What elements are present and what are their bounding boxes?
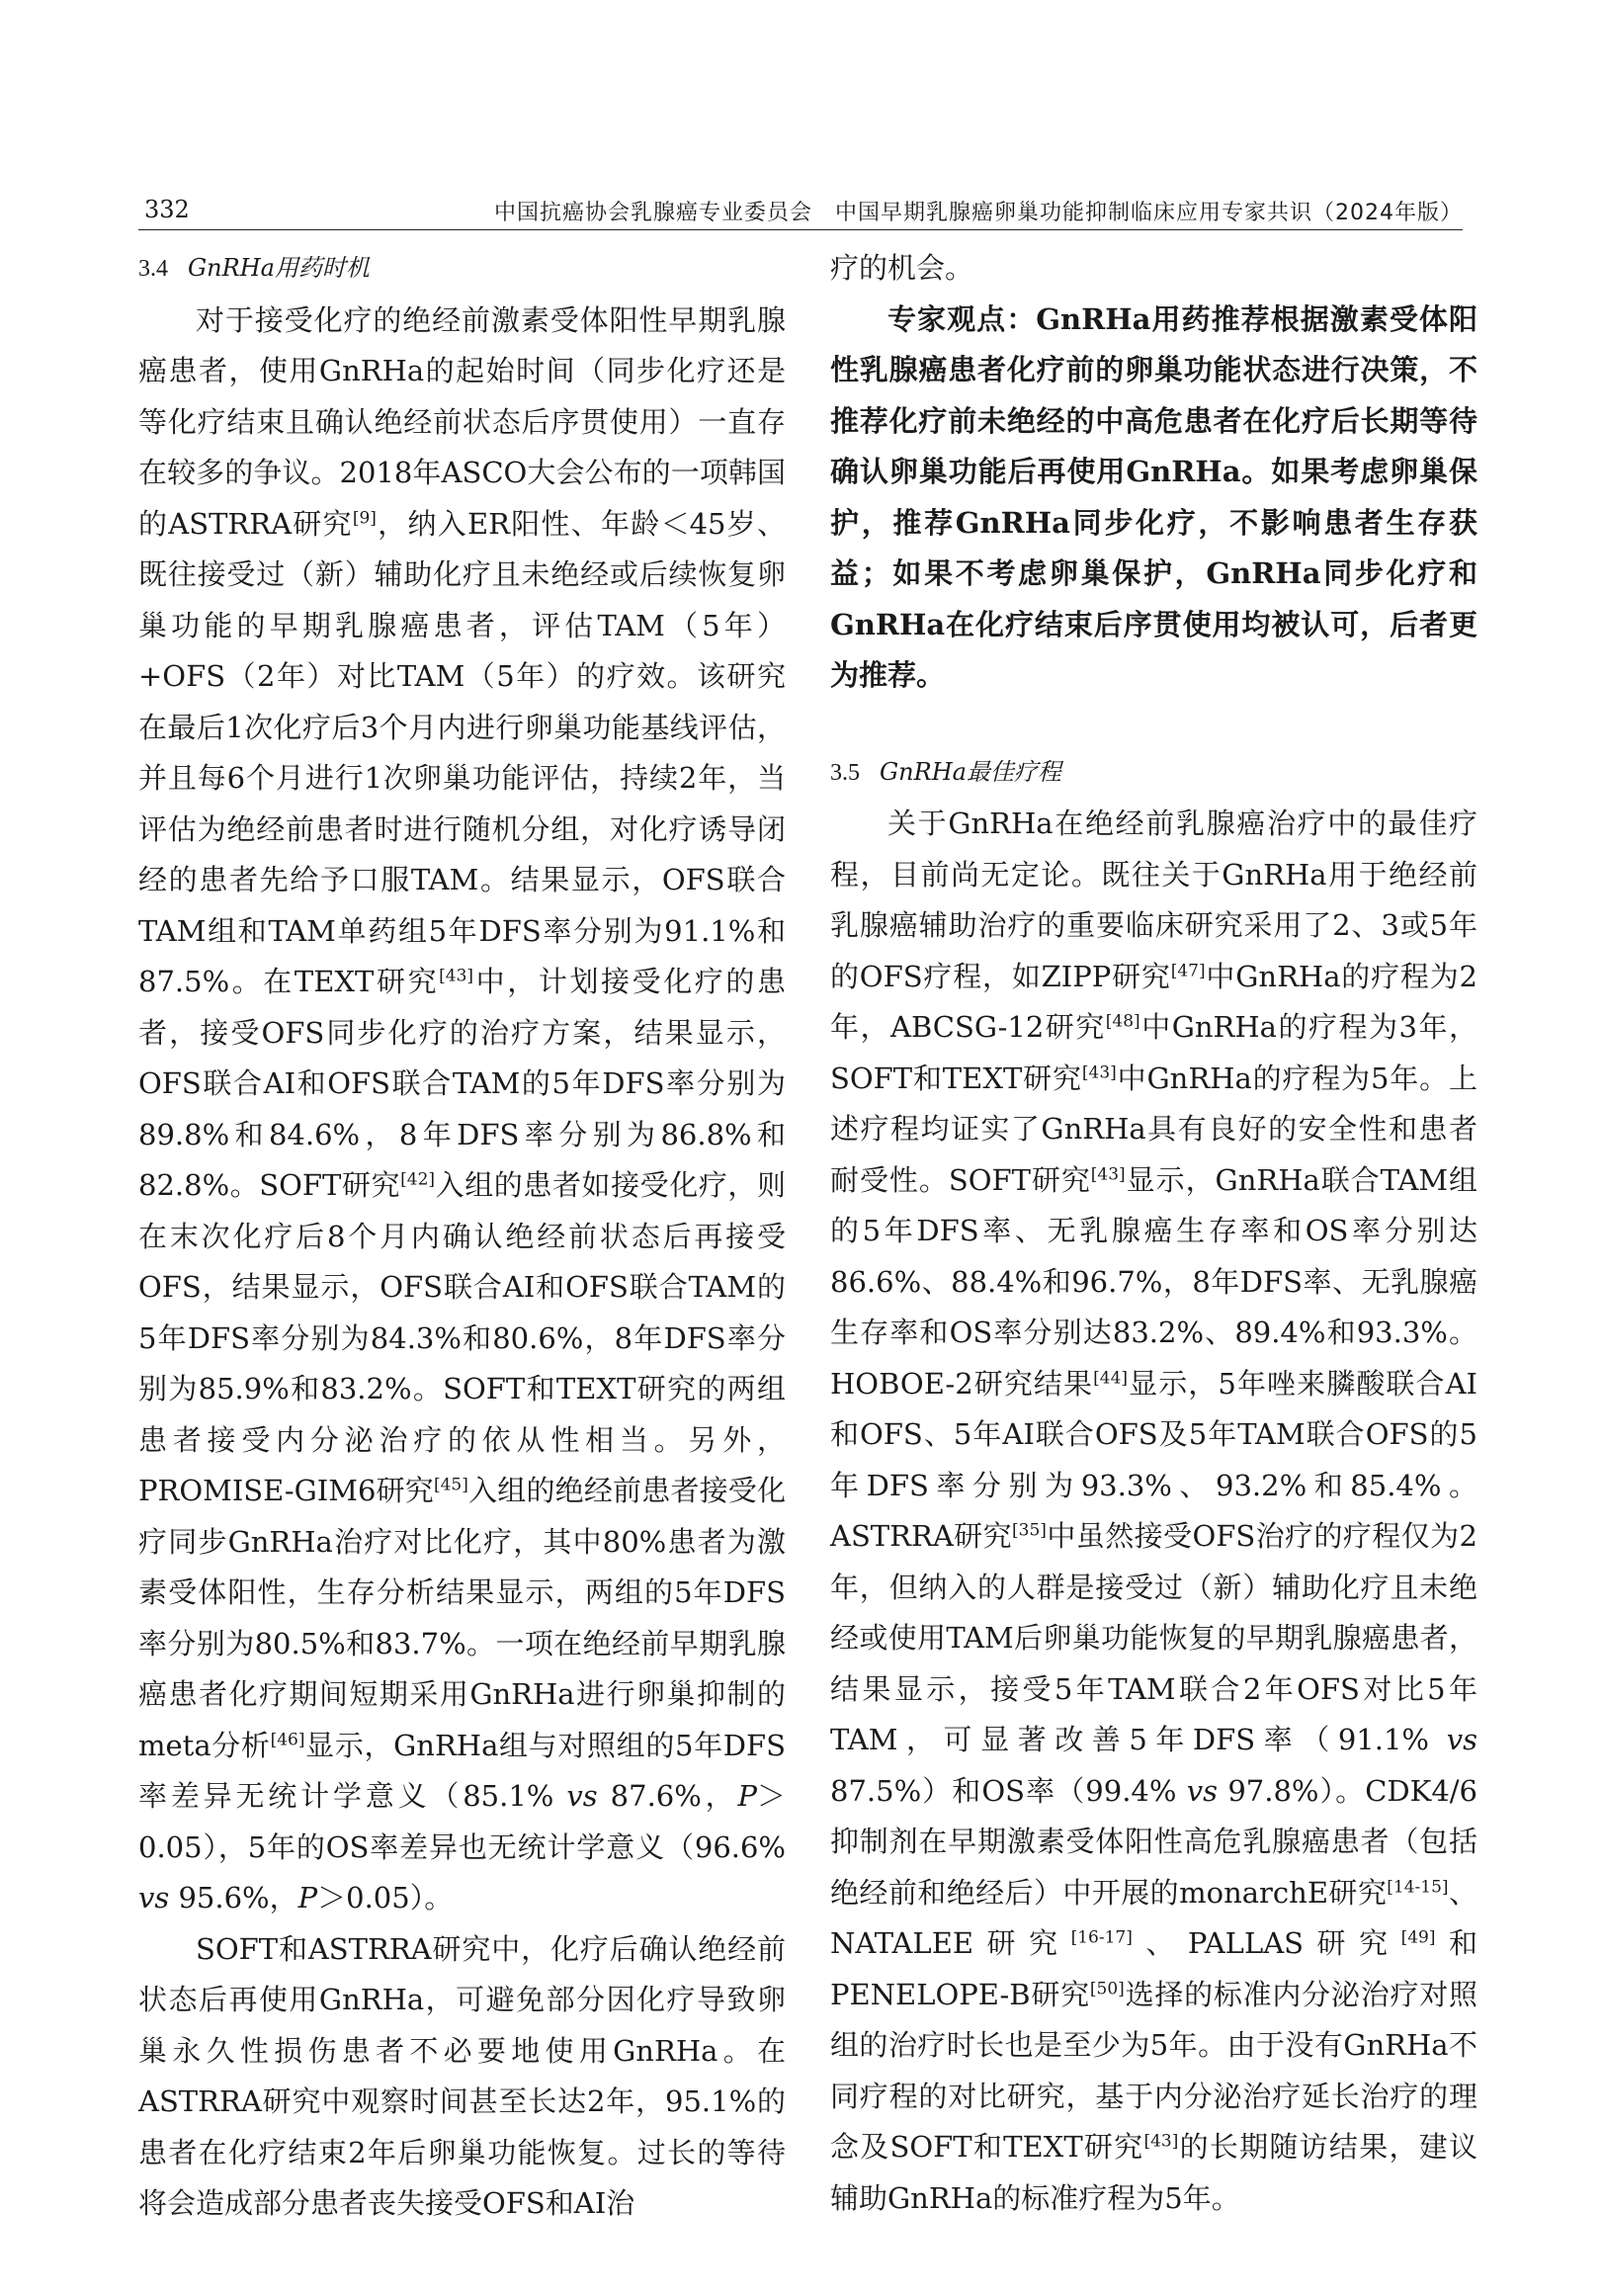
citation-ref: [35]	[1012, 1520, 1047, 1541]
p-value-italic: P	[737, 1779, 757, 1813]
citation-ref: [48]	[1105, 1011, 1140, 1032]
text-run: 和PENELOPE-B研究	[830, 1926, 1477, 2011]
text-run: 、NATALEE研究	[830, 1875, 1477, 1960]
citation-ref: [50]	[1089, 1978, 1125, 1998]
vs-italic: vs	[138, 1881, 170, 1914]
citation-ref: [43]	[1081, 1062, 1117, 1082]
citation-ref: [44]	[1093, 1367, 1129, 1388]
running-header	[138, 196, 1463, 230]
text-run: 关于GnRHa在绝经前乳腺癌治疗中的最佳疗程，目前尚无定论。既往关于GnRHa用于绝经前乳腺癌辅助治疗的重要临床研究采用了2、3或5年的OFS疗程，如ZIPP研究	[830, 807, 1477, 993]
citation-ref: [16-17]	[1070, 1927, 1133, 1948]
citation-ref: [43]	[439, 966, 474, 986]
text-run: 显示，GnRHa联合TAM组的5年DFS率、无乳腺癌生存率和OS率分别达86.6%、88.4%和96.7%，8年DFS率、无乳腺癌生存率和OS率分别达83.2%、89.4%和93.3%。HOBOE-2研究结果	[830, 1162, 1477, 1401]
citation-ref: [43]	[1090, 1163, 1126, 1184]
paragraph-continuation: 疗的机会。	[830, 251, 974, 285]
text-run: 入组的绝经前患者接受化疗同步GnRHa治疗对比化疗，其中80%患者为激素受体阳性，生存分析结果显示，两组的5年DFS率分别为80.5%和83.7%。一项在绝经前早期乳腺癌患者化疗期间短期采用GnRHa进行卵巢抑制的meta分析	[138, 1474, 786, 1762]
vs-italic: vs	[1186, 1773, 1219, 1808]
page-number: 332	[144, 196, 190, 223]
citation-ref: [43]	[1143, 2131, 1179, 2152]
citation-ref: [42]	[400, 1169, 436, 1190]
text-run: 中GnRHa的疗程为2年，ABCSG-12研究	[830, 959, 1477, 1044]
text-run: 97.8%）。CDK4/6抑制剂在早期激素受体阳性高危乳腺癌患者（包括绝经前和绝经后）中开展的monarchE研究	[830, 1773, 1477, 1910]
text-run: 87.5%）和OS率（99.4%	[830, 1773, 1187, 1808]
text-run: 中，计划接受化疗的患者，接受OFS同步化疗的治疗方案，结果显示，OFS联合AI和OFS联合TAM的5年DFS率分别为89.8%和84.6%，8年DFS率分别为86.8%和82.8%。SOFT研究	[138, 965, 786, 1202]
p-value-italic: P	[297, 1881, 318, 1914]
text-run: 中虽然接受OFS治疗的疗程仅为2年，但纳入的人群是接受过（新）辅助化疗且未绝经或使用TAM后卵巢功能恢复的早期乳腺癌患者，结果显示，接受5年TAM联合2年OFS对比5年TAM，可显著改善5年DFS率（91.1%	[830, 1519, 1478, 1756]
citation-ref: [9]	[352, 507, 377, 528]
text-run: 中GnRHa的疗程为3年，SOFT和TEXT研究	[830, 1010, 1477, 1095]
text-run: 选择的标准内分泌治疗对照组的治疗时长也是至少为5年。由于没有GnRHa不同疗程的对比研究，基于内分泌治疗延长治疗的理念及SOFT和TEXT研究	[830, 1977, 1477, 2164]
text-run: 对于接受化疗的绝经前激素受体阳性早期乳腺癌患者，使用GnRHa的起始时间（同步化疗还是等化疗结束且确认绝经前状态后序贯使用）一直存在较多的争议。2018年ASCO大会公布的一项韩国的ASTRRA研究	[138, 302, 786, 541]
section-number: 3.4	[138, 256, 168, 282]
paragraph-soft-astrra: SOFT和ASTRRA研究中，化疗后确认绝经前状态后再使用GnRHa，可避免部分因化疗导致卵巢永久性损伤患者不必要地使用GnRHa。在ASTRRA研究中观察时间甚至长达2年，95.1%的患者在化疗结束2年后卵巢功能恢复。过长的等待将会造成部分患者丧失接受OFS和AI治	[138, 1931, 786, 2220]
citation-ref: [46]	[270, 1729, 305, 1749]
section-heading-3-5	[830, 747, 1477, 800]
vs-italic: vs	[566, 1779, 598, 1813]
text-run: ＞0.05），5年的OS率差异也无统计学意义（96.6%	[138, 1779, 786, 1864]
vs-italic: vs	[1446, 1723, 1477, 1756]
citation-ref: [47]	[1170, 960, 1206, 980]
section-number: 3.5	[830, 759, 860, 786]
citation-ref: [45]	[433, 1475, 468, 1495]
expert-opinion: 专家观点：GnRHa用药推荐根据激素受体阳性乳腺癌患者化疗前的卵巢功能状态进行决策，不推荐化疗前未绝经的中高危患者在化疗后长期等待确认卵巢功能后再使用GnRHa。如果考虑卵巢保护，推荐GnRHa同步化疗，不影响患者生存获益；如果不考虑卵巢保护，GnRHa同步化疗和GnRHa在化疗结束后序贯使用均被认可，后者更为推荐。	[830, 301, 1477, 692]
text-run: ＞0.05）。	[317, 1881, 454, 1914]
text-run: 、PALLAS研究	[1132, 1926, 1401, 1960]
left-column	[138, 243, 786, 2230]
journal-title: 中国抗癌协会乳腺癌专业委员会 中国早期乳腺癌卵巢功能抑制临床应用专家共识（2024年版）	[494, 201, 1463, 225]
citation-ref: [49]	[1400, 1927, 1436, 1948]
paragraph-timing-evidence	[138, 296, 786, 1924]
text-run: 87.6%，	[597, 1779, 738, 1813]
section-title: GnRHa最佳疗程	[880, 757, 1061, 786]
right-column	[830, 243, 1477, 2224]
text-run: ，纳入ER阳性、年龄＜45岁、既往接受过（新）辅助化疗且未绝经或后续恢复卵巢功能的早期乳腺癌患者，评估TAM（5年）+OFS（2年）对比TAM（5年）的疗效。该研究在最后1次化疗后3个月内进行卵巢功能基线评估，并且每6个月进行1次卵巢功能评估，持续2年，当评估为绝经前患者时进行随机分组，对化疗诱导闭经的患者先给予口服TAM。结果显示，OFS联合TAM组和TAM单药组5年DFS率分别为91.1%和87.5%。在TEXT研究	[138, 506, 786, 998]
paragraph-duration-evidence	[830, 799, 1477, 2224]
citation-ref: [14-15]	[1387, 1876, 1449, 1897]
text-run: 显示，GnRHa组与对照组的5年DFS率差异无统计学意义（85.1%	[138, 1728, 787, 1813]
text-run: 入组的患者如接受化疗，则在末次化疗后8个月内确认绝经前状态后再接受OFS，结果显示，OFS联合AI和OFS联合TAM的5年DFS率分别为84.3%和80.6%，8年DFS率分别为85.9%和83.2%。SOFT和TEXT研究的两组患者接受内分泌治疗的依从性相当。另外，PROMISE-GIM6研究	[138, 1168, 786, 1507]
text-run: 显示，5年唑来膦酸联合AI和OFS、5年AI联合OFS及5年TAM联合OFS的5年DFS率分别为93.3%、93.2%和85.4%。ASTRRA研究	[830, 1366, 1477, 1553]
text-run: 95.6%，	[169, 1881, 298, 1914]
text-run: 的长期随访结果，建议辅助GnRHa的标准疗程为5年。	[830, 2130, 1477, 2215]
section-title: GnRHa用药时机	[188, 254, 370, 282]
text-run: 中GnRHa的疗程为5年。上述疗程均证实了GnRHa具有良好的安全性和患者耐受性。SOFT研究	[830, 1061, 1478, 1197]
section-heading-3-4	[138, 243, 786, 296]
